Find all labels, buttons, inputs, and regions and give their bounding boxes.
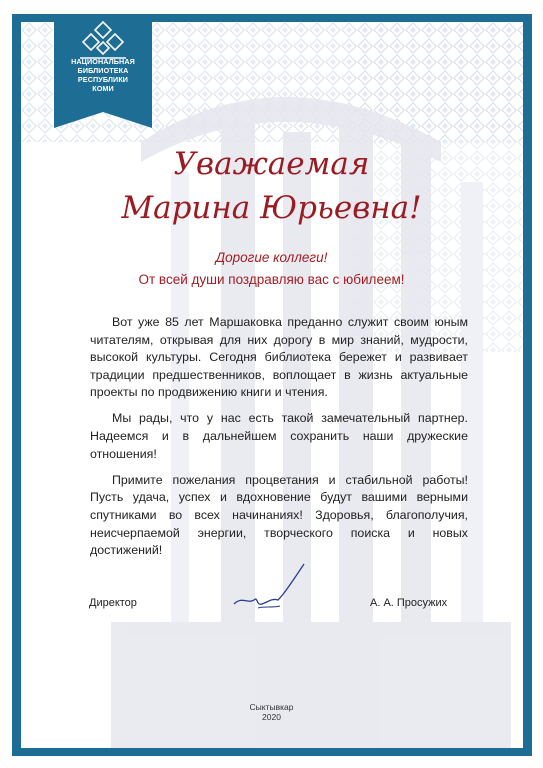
paragraph: Вот уже 85 лет Маршаковка преданно служит своим юным читателям, открывая для них дорогу в мир знаний, мудрости, высокой культуры. Сегодня библиотека бережет и развивает традиции предшественников, воплощает в жизнь актуальные проекты по продвижению книги и чтения.	[90, 315, 468, 400]
place-date	[0, 702, 543, 722]
letter-body	[90, 314, 468, 568]
handwritten-signature	[228, 558, 308, 620]
logo-line: РЕСПУБЛИКИ	[77, 75, 129, 84]
logo-text	[54, 57, 152, 93]
greeting-line-1: Дорогие коллеги!	[215, 250, 328, 265]
address-line-2: Марина Юрьевна!	[121, 190, 422, 226]
logo-line: КОМИ	[92, 84, 114, 93]
year: 2020	[262, 712, 281, 722]
paragraph: Мы рады, что у нас есть такой замечательный партнер. Надеемся и в дальнейшем сохранить наши дружеские отношения!	[90, 411, 468, 461]
address-line-1: Уважаемая	[173, 146, 370, 182]
logo-line: БИБЛИОТЕКА	[77, 66, 129, 75]
signer-name: А. А. Просужих	[370, 597, 448, 609]
greeting-line-2: От всей души поздравляю вас с юбилеем!	[138, 272, 405, 287]
logo-line: НАЦИОНАЛЬНАЯ	[71, 57, 135, 66]
paragraph: Примите пожелания процветания и стабильной работы! Пусть удача, успех и вдохновение будут вашими верными спутниками во всех начинаниях! Здоровья, благополучия, неисчерпаемой энергии, творческого поиска и новых достижений!	[90, 472, 468, 558]
city-name: Сыктывкар	[249, 702, 294, 712]
signer-role: Директор	[89, 597, 137, 609]
